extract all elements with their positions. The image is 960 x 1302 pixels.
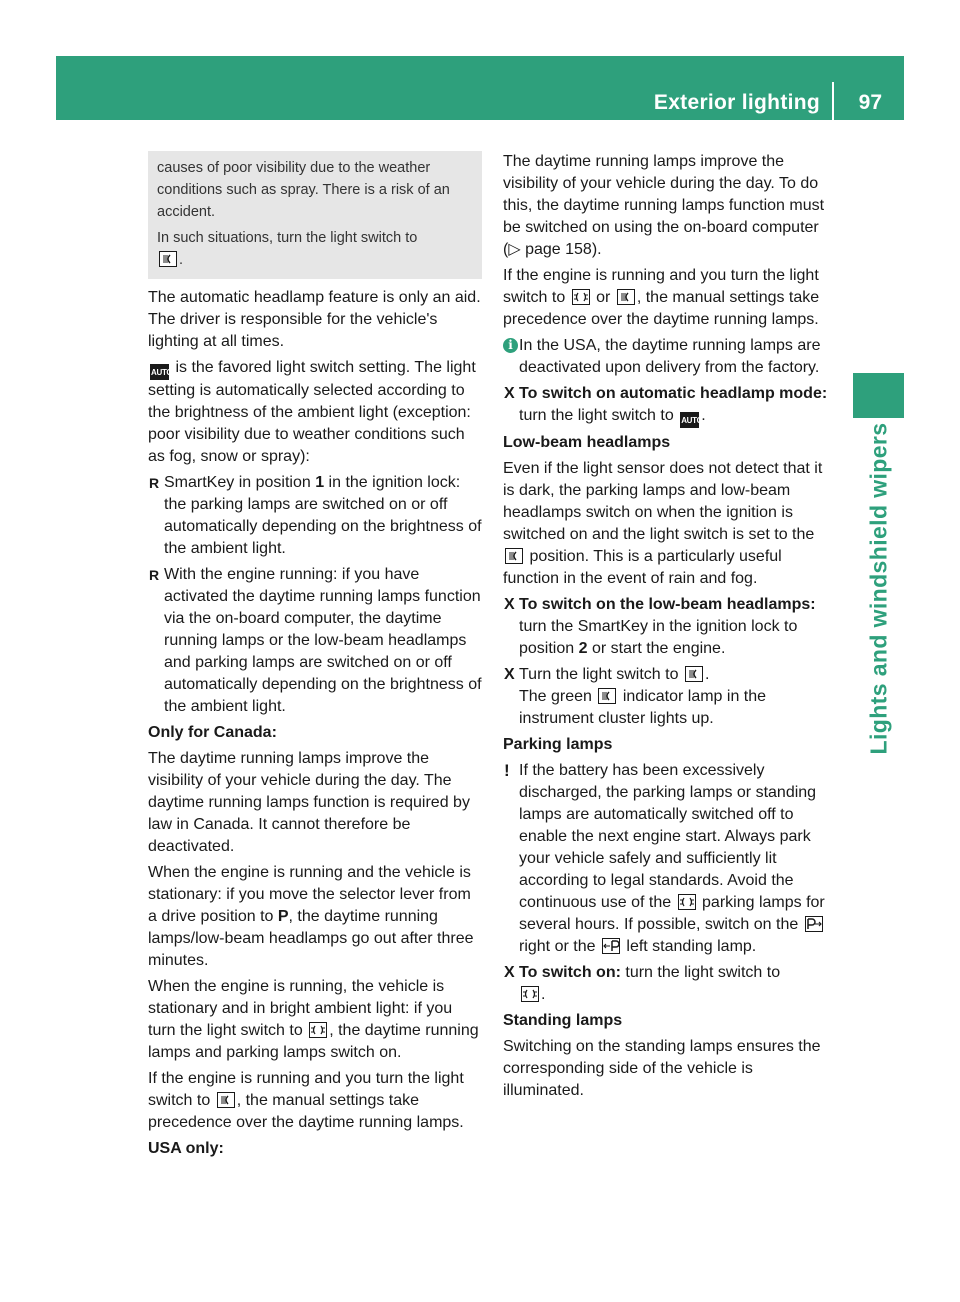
heading-standing-lamps: Standing lamps: [503, 1012, 623, 1029]
paragraph-text: The daytime running lamps improve the visibility of your vehicle during the day. To do this, the daytime running lamps function must be switched on using the on-board computer (: [503, 153, 825, 258]
instruction-step: [503, 383, 833, 428]
caution-text: If the battery has been excessively discharged, the parking lamps or standing lamps are automatically switched off to enable the next engine start. Always park your vehicle safely and sufficiently lit according to legal standards. Avoid the continuous use of the: [519, 762, 817, 911]
paragraph-canada: The daytime running lamps improve the visibility of your vehicle during the day. The daytime running lamps function is required by law in Canada. It cannot therefore be deactivated.: [148, 750, 470, 855]
caution-text: left standing lamp.: [626, 938, 757, 955]
period: .: [541, 986, 546, 1003]
step-marker: X: [504, 666, 515, 683]
bullet-marker: R: [149, 567, 160, 583]
paragraph-manual: [148, 1068, 482, 1134]
page-reference-arrow: ▷: [508, 241, 521, 258]
instruction-step: [503, 962, 833, 1006]
paragraph-standing-lamps: Switching on the standing lamps ensures the corresponding side of the vehicle is illuminated.: [503, 1038, 821, 1099]
section-title: Exterior lighting: [653, 91, 820, 114]
paragraph-text: position. This is a particularly useful function in the event of rain and fog.: [503, 548, 782, 587]
header-bar: [56, 56, 904, 120]
bullet-item: [148, 564, 482, 718]
paragraph-low-beam: [503, 458, 833, 590]
caution-note: [503, 760, 833, 958]
paragraph-stationary: [148, 862, 482, 972]
step-result: indicator lamp in the instrument cluster lights up.: [519, 688, 767, 727]
step-result: The green: [519, 688, 592, 705]
step-text: turn the SmartKey in the ignition lock to position: [519, 618, 798, 657]
step-text: turn the light switch to: [625, 964, 781, 981]
low-beam-icon: [617, 289, 635, 305]
paragraph-text: Even if the light sensor does not detect that it is dark, the parking lamps and low-beam headlamps switch on when the ignition is switched on and the light switch is set to the: [503, 460, 823, 543]
info-icon: i: [503, 338, 518, 353]
step-marker: X: [504, 385, 515, 402]
period: .: [704, 666, 710, 683]
warning-instruction-text: In such situations, turn the light switch to: [157, 230, 418, 246]
period: .: [179, 252, 184, 268]
step-title: To switch on automatic headlamp mode:: [519, 385, 828, 402]
caution-text: parking lamps for several hours. If possible, switch on the: [519, 894, 825, 933]
paragraph-text: When the engine is running and the vehicle is stationary: if you move the selector lever from a drive position to: [148, 864, 471, 925]
step-marker: X: [504, 596, 515, 613]
position-number: 1: [315, 474, 325, 491]
period: .: [701, 407, 706, 424]
warning-text: causes of poor visibility due to the weather conditions such as spray. There is a risk of an accident.: [157, 160, 450, 220]
position-number: 2: [578, 640, 588, 657]
step-title: To switch on the low-beam headlamps:: [519, 596, 816, 613]
paragraph-text: When the engine is running, the vehicle is stationary and in bright ambient light: if you turn the light switch to: [148, 978, 453, 1039]
paragraph-usa-manual: [503, 265, 833, 331]
paragraph-bright: [148, 976, 482, 1064]
paragraph-text: or: [596, 289, 611, 306]
caution-icon: !: [504, 761, 510, 780]
chapter-label: [853, 418, 904, 758]
chapter-label-text: Lights and windshield wipers: [865, 422, 891, 754]
low-beam-icon: [685, 666, 703, 682]
low-beam-icon: [159, 251, 177, 267]
parking-lamps-icon: [309, 1022, 327, 1038]
paragraph-usa-drl: [503, 151, 833, 261]
low-beam-icon: [505, 548, 523, 564]
heading-parking-lamps: Parking lamps: [503, 736, 613, 753]
info-note: [503, 335, 833, 379]
heading-usa: USA only:: [148, 1140, 224, 1157]
heading-canada: Only for Canada:: [148, 724, 277, 741]
step-title: To switch on:: [519, 964, 621, 981]
paragraph-auto: [148, 357, 482, 468]
warning-instruction: [157, 227, 474, 271]
chapter-tab: [853, 373, 904, 418]
low-beam-icon: [217, 1092, 235, 1108]
paragraph-aid: The automatic headlamp feature is only an aid. The driver is responsible for the vehicle's lighting at all times.: [148, 289, 481, 350]
right-column: [503, 151, 833, 1106]
paragraph-text: If the engine is running and you turn the light switch to: [503, 267, 819, 306]
paragraph-text: If the engine is running and you turn the light switch to: [148, 1070, 464, 1109]
bullet-text: in the ignition lock: the parking lamps are switched on or off automatically depending on the brightness of the ambient light.: [164, 474, 482, 557]
auto-icon: AUTO: [680, 412, 699, 428]
page-reference: page 158).: [525, 241, 602, 258]
paragraph-auto-text: is the favored light switch setting. The light setting is automatically selected according to the brightness of the ambient light (exception: poor visibility due to weather conditions such as fog, snow or spray):: [148, 359, 476, 465]
bullet-text: With the engine running: if you have activated the daytime running lamps function via the on-board computer, the daytime running lamps or the low-beam headlamps and parking lamps are switched on or off automatically depending on the brightness of the ambient light.: [164, 566, 482, 715]
warning-box: [148, 151, 482, 279]
left-column: [148, 151, 482, 1164]
bullet-item: [148, 472, 482, 560]
paragraph-text: , the daytime running lamps and parking lamps switch on.: [148, 1022, 479, 1061]
bullet-marker: R: [149, 475, 160, 491]
step-text: turn the light switch to: [519, 407, 674, 424]
page-number: 97: [858, 91, 882, 114]
paragraph-text: , the manual settings take precedence over the daytime running lamps.: [148, 1092, 464, 1131]
header-divider: [832, 82, 834, 120]
gear-position-p: P: [277, 908, 289, 925]
instruction-step: [503, 664, 833, 730]
low-beam-indicator-icon: [598, 688, 616, 704]
caution-text: right or the: [519, 938, 596, 955]
auto-icon: AUTO: [150, 364, 169, 380]
step-text: or start the engine.: [591, 640, 726, 657]
info-text: In the USA, the daytime running lamps are deactivated upon delivery from the factory.: [519, 337, 821, 376]
heading-low-beam: Low-beam headlamps: [503, 434, 671, 451]
paragraph-text: , the manual settings take precedence over the daytime running lamps.: [503, 289, 820, 328]
paragraph-text: , the daytime running lamps/low-beam headlamps go out after three minutes.: [148, 908, 474, 969]
parking-lamps-icon: [678, 894, 696, 910]
parking-lamps-icon: [521, 986, 539, 1002]
step-text: Turn the light switch to: [519, 666, 679, 683]
left-standing-lamp-icon: [602, 938, 620, 954]
bullet-text: SmartKey in position: [164, 474, 311, 491]
step-marker: X: [504, 964, 515, 981]
right-standing-lamp-icon: [805, 916, 823, 932]
instruction-step: [503, 594, 833, 660]
parking-lamps-icon: [572, 289, 590, 305]
